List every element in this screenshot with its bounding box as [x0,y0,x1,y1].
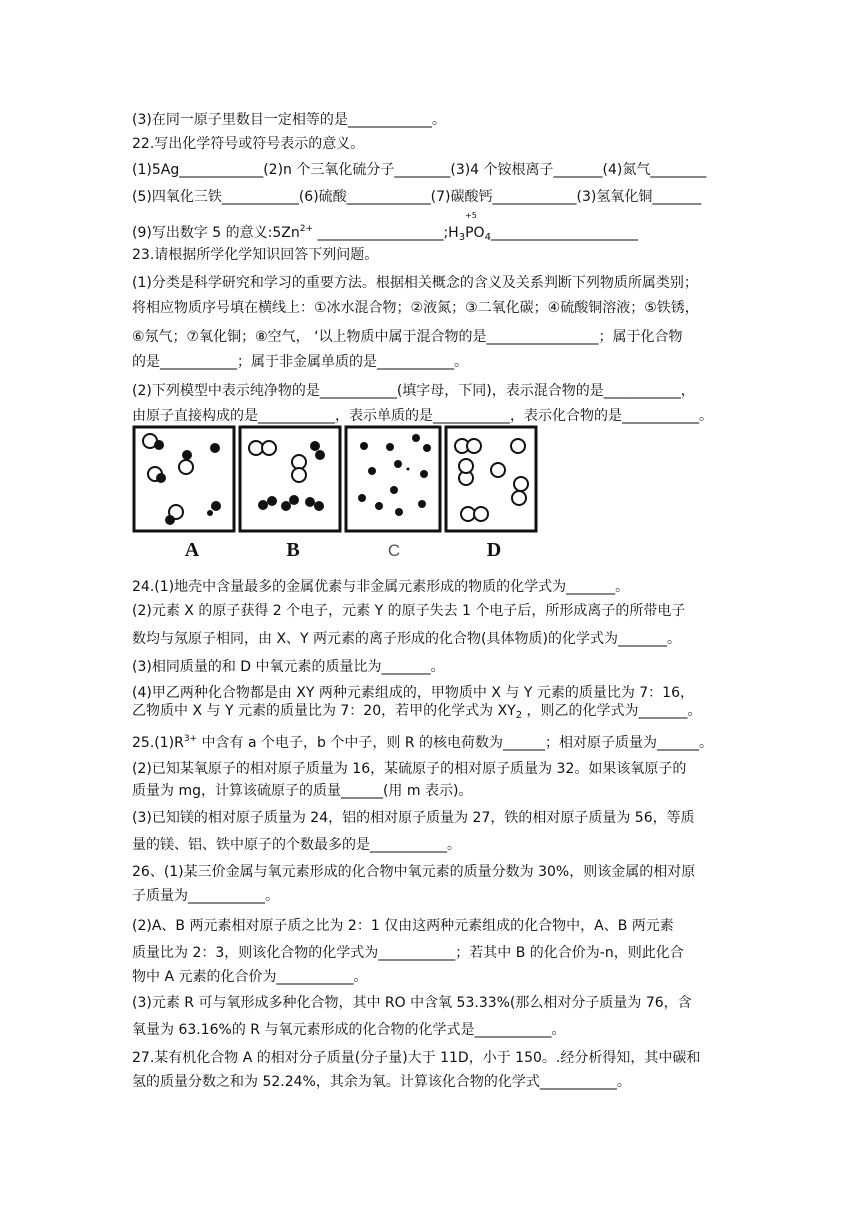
text-line: 数均与氖原子相同，由 X、Y 两元素的离子形成的化合物(具体物质)的化学式为_______。 [132,631,681,647]
text-line: 23.请根据所学化学知识回答下列问题。 [132,247,379,263]
text-line: 子质量为___________。 [132,888,279,904]
model-box-c [346,427,440,531]
question-22-9: (9)写出数字 5 的意义$:5Zn^{2+}$ $\_\_\_\_\_\_\_\_\_\_\_\_\_\_\_\_\_\_;H_3$ +5 $PO_4\_\_\_\_\_\_\_\_\_\_\_\_\_\_\_\_\_\_\_\_\_$ [132,211,638,243]
text-line: (1)5Ag____________(2)n 个三氧化硫分子________(3)4 个铵根离子_______(4)氮气________ [132,162,707,178]
text-line: 22.写出化学符号或符号表示的意义。 [132,136,365,152]
label-c: C [387,541,401,560]
text-line: 的是___________；属于非金属单质的是___________。 [132,354,468,370]
text-line: (2)已知某氧原子的相对原子质量为 16，某硫原子的相对原子质量为 32。如果该氧原子的 [132,761,687,777]
text-line: 氧量为 63.16%的 R 与氧元素形成的化合物的化学式是___________。 [132,1022,566,1038]
label-a: A [184,539,200,560]
question-24-4-line2: 乙物质中 X 与 Y 元素的质量比为 7：20，若甲的化学式为 $XY_2$ ，则乙的化学式为_______。 [132,703,702,721]
text-line: (3)已知镁的相对原子质量为 24，铝的相对原子质量为 27，铁的相对原子质量为 56，等质 [132,810,695,826]
label-d: D [486,539,502,560]
text-line: (2)元素 X 的原子获得 2 个电子，元素 Y 的原子失去 1 个电子后，所形成离子的所带电子 [132,603,686,619]
text-line: 质量为 mg，计算该硫原子的质量______(用 m 表示)。 [132,783,473,799]
text-line: (3)在同一原子里数目一定相等的是____________。 [132,112,446,128]
text-line: (3)元素 R 可与氧形成多种化合物，其中 RO 中含氧 53.33%(那么相对分子质量为 76，含 [132,995,692,1011]
text-line: (1)分类是科学研究和学习的重要方法。根据相关概念的含义及关系判断下列物质所属类别； [132,275,698,291]
particle-model-figure [132,424,542,560]
text-line: (4)甲乙两种化合物都是由 XY 两种元素组成的，甲物质中 X 与 Y 元素的质量比为 7：16， [132,685,694,701]
text-line: ⑥氖气；⑦氧化铜；⑧空气， ‘以上物质中属于混合物的是________________；属于化合物 [132,329,683,345]
text-line: 由原子直接构成的是___________，表示单质的是___________，表示化合物的是___________。 [132,408,713,424]
model-box-d [446,427,536,531]
label-b: B [286,539,300,560]
text-line: 将相应物质序号填在横线上：①冰水混合物；②液氮；③二氧化碳；④硫酸铜溶液；⑤铁锈， [132,300,699,316]
question-25-1: $25.(1)R^{3+}$ 中含有 a 个电子，b 个中子，则 R 的核电荷数为______；相对原子质量为______。 [132,734,714,751]
text-line: 27.某有机化合物 A 的相对分子质量(分子量)大于 11D，小于 150。.经分析得知，其中碳和 [132,1050,701,1066]
text-line: 氢的质量分数之和为 52.24%，其余为氧。计算该化合物的化学式___________。 [132,1074,631,1090]
text-line: 24.(1)地壳中含量最多的金属优素与非金属元素形成的物质的化学式为_______。 [132,579,630,595]
text-line: (3)相同质量的和 D 中氧元素的质量比为_______。 [132,659,445,675]
text-line: (2)A、B 两元素相对原子质之比为 2：1 仅由这两种元素组成的化合物中，A、B 两元素 [132,918,674,934]
text-line: 质量比为 2：3，则该化合物的化学式为___________；若其中 B 的化合价为-n，则此化合 [132,945,684,961]
text-line: 物中 A 元素的化合价为___________。 [132,969,368,985]
model-box-b [240,427,340,531]
text-line: (5)四氧化三铁___________(6)硫酸____________(7)碳酸钙____________(3)氢氧化铜_______ [132,189,702,205]
text-line: 26、(1)某三价金属与氧元素形成的化合物中氧元素的质量分数为 30%，则该金属的相对原 [132,864,696,880]
text-line: (2)下列模型中表示纯净物的是___________(填字母，下同)，表示混合物的是___________， [132,383,695,399]
model-box-a [134,427,234,531]
text-line: 量的镁、铝、铁中原子的个数最多的是___________。 [132,837,461,853]
